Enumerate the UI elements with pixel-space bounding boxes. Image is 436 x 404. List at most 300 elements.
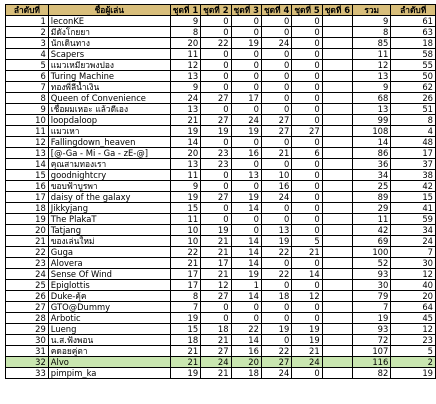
cell-set-2: 0 xyxy=(201,181,231,192)
cell-set-4: 0 xyxy=(261,313,291,324)
cell-set-1: 15 xyxy=(170,324,200,335)
table-row xyxy=(6,302,436,313)
table-row xyxy=(6,27,436,38)
cell-set-4: 22 xyxy=(261,346,291,357)
cell-total: 93 xyxy=(353,269,391,280)
cell-set-6 xyxy=(322,313,352,324)
cell-set-6 xyxy=(322,302,352,313)
cell-set-3: 0 xyxy=(231,313,261,324)
cell-set-4: 19 xyxy=(261,324,291,335)
cell-number: 12 xyxy=(6,137,49,148)
cell-set-6 xyxy=(322,126,352,137)
cell-set-6 xyxy=(322,269,352,280)
cell-player-name: Fallingdown_heaven xyxy=(48,137,170,148)
cell-total: 116 xyxy=(353,357,391,368)
cell-placement: 5 xyxy=(391,346,436,357)
cell-set-5: 0 xyxy=(292,115,322,126)
cell-placement: 45 xyxy=(391,313,436,324)
cell-set-5: 19 xyxy=(292,324,322,335)
cell-placement: 20 xyxy=(391,291,436,302)
cell-player-name: leconKE xyxy=(48,16,170,27)
cell-placement: 48 xyxy=(391,137,436,148)
cell-player-name: Sense Of Wind xyxy=(48,269,170,280)
cell-set-5: 0 xyxy=(292,49,322,60)
cell-set-5: 0 xyxy=(292,368,322,379)
cell-set-1: 8 xyxy=(170,291,200,302)
cell-set-3: 17 xyxy=(231,93,261,104)
cell-player-name: Arbotic xyxy=(48,313,170,324)
table-row xyxy=(6,368,436,379)
cell-number: 30 xyxy=(6,335,49,346)
cell-total: 11 xyxy=(353,49,391,60)
cell-set-1: 12 xyxy=(170,60,200,71)
cell-total: 25 xyxy=(353,181,391,192)
cell-player-name: Alvo xyxy=(48,357,170,368)
cell-set-5: 0 xyxy=(292,203,322,214)
cell-set-2: 0 xyxy=(201,16,231,27)
cell-set-4: 0 xyxy=(261,49,291,60)
cell-set-2: 18 xyxy=(201,324,231,335)
cell-set-2: 0 xyxy=(201,302,231,313)
table-row xyxy=(6,170,436,181)
cell-set-1: 22 xyxy=(170,247,200,258)
cell-set-3: 0 xyxy=(231,60,261,71)
cell-set-6 xyxy=(322,38,352,49)
cell-placement: 15 xyxy=(391,192,436,203)
table-row xyxy=(6,225,436,236)
cell-player-name: loopdaloop xyxy=(48,115,170,126)
cell-set-1: 20 xyxy=(170,148,200,159)
cell-set-5: 0 xyxy=(292,38,322,49)
cell-set-6 xyxy=(322,346,352,357)
cell-set-1: 21 xyxy=(170,258,200,269)
cell-number: 4 xyxy=(6,49,49,60)
cell-set-4: 24 xyxy=(261,38,291,49)
cell-set-2: 21 xyxy=(201,247,231,258)
cell-set-6 xyxy=(322,192,352,203)
cell-number: 22 xyxy=(6,247,49,258)
cell-set-5: 0 xyxy=(292,280,322,291)
cell-set-6 xyxy=(322,214,352,225)
cell-set-6 xyxy=(322,236,352,247)
cell-set-4: 10 xyxy=(261,170,291,181)
cell-set-2: 24 xyxy=(201,357,231,368)
cell-player-name: Lueng xyxy=(48,324,170,335)
cell-set-4: 27 xyxy=(261,357,291,368)
cell-set-3: 22 xyxy=(231,324,261,335)
cell-placement: 41 xyxy=(391,203,436,214)
cell-set-2: 27 xyxy=(201,192,231,203)
cell-set-6 xyxy=(322,170,352,181)
cell-set-2: 27 xyxy=(201,93,231,104)
cell-number: 28 xyxy=(6,313,49,324)
cell-player-name: คดอยคู่ตา xyxy=(48,346,170,357)
cell-set-5: 0 xyxy=(292,60,322,71)
cell-set-3: 0 xyxy=(231,181,261,192)
cell-placement: 7 xyxy=(391,247,436,258)
header-player-name: ชื่อผู้เล่น xyxy=(48,5,170,16)
cell-set-1: 19 xyxy=(170,368,200,379)
cell-set-5: 14 xyxy=(292,269,322,280)
cell-number: 18 xyxy=(6,203,49,214)
cell-player-name: Tatjang xyxy=(48,225,170,236)
table-row xyxy=(6,16,436,27)
cell-set-2: 27 xyxy=(201,291,231,302)
cell-set-1: 17 xyxy=(170,269,200,280)
header-rank: ลำดับที่ xyxy=(6,5,49,16)
cell-player-name: pimpim_ka xyxy=(48,368,170,379)
cell-total: 11 xyxy=(353,214,391,225)
cell-set-1: 8 xyxy=(170,27,200,38)
cell-set-3: 19 xyxy=(231,126,261,137)
cell-set-3: 0 xyxy=(231,225,261,236)
cell-set-2: 0 xyxy=(201,313,231,324)
cell-set-3: 0 xyxy=(231,214,261,225)
cell-set-2: 17 xyxy=(201,258,231,269)
header-set-2: ชุดที่ 2 xyxy=(201,5,231,16)
cell-player-name: เชื่อผมเหอะ แล้วดีเอง xyxy=(48,104,170,115)
cell-total: 72 xyxy=(353,335,391,346)
cell-set-1: 7 xyxy=(170,302,200,313)
cell-player-name: แมวเหมียวพงปอง xyxy=(48,60,170,71)
cell-set-6 xyxy=(322,181,352,192)
cell-set-2: 12 xyxy=(201,280,231,291)
cell-number: 31 xyxy=(6,346,49,357)
cell-set-3: 14 xyxy=(231,335,261,346)
cell-total: 9 xyxy=(353,82,391,93)
cell-set-6 xyxy=(322,247,352,258)
cell-placement: 24 xyxy=(391,236,436,247)
cell-set-4: 21 xyxy=(261,148,291,159)
table-row xyxy=(6,38,436,49)
cell-total: 7 xyxy=(353,302,391,313)
cell-set-5: 5 xyxy=(292,236,322,247)
cell-set-4: 0 xyxy=(261,60,291,71)
table-row xyxy=(6,82,436,93)
cell-placement: 2 xyxy=(391,357,436,368)
cell-placement: 12 xyxy=(391,269,436,280)
cell-set-3: 20 xyxy=(231,357,261,368)
cell-set-5: 0 xyxy=(292,82,322,93)
cell-total: 12 xyxy=(353,60,391,71)
cell-set-5: 0 xyxy=(292,71,322,82)
cell-number: 27 xyxy=(6,302,49,313)
table-row xyxy=(6,181,436,192)
cell-number: 17 xyxy=(6,192,49,203)
cell-set-3: 0 xyxy=(231,16,261,27)
cell-placement: 12 xyxy=(391,324,436,335)
cell-set-5: 0 xyxy=(292,27,322,38)
cell-set-6 xyxy=(322,291,352,302)
cell-set-4: 0 xyxy=(261,258,291,269)
cell-set-4: 22 xyxy=(261,269,291,280)
cell-player-name: แมวเหา xyxy=(48,126,170,137)
cell-set-1: 13 xyxy=(170,104,200,115)
table-row xyxy=(6,115,436,126)
cell-player-name: น.ส.ฟังพอน xyxy=(48,335,170,346)
cell-set-5: 0 xyxy=(292,16,322,27)
cell-placement: 55 xyxy=(391,60,436,71)
cell-total: 13 xyxy=(353,104,391,115)
cell-player-name: Turing Machine xyxy=(48,71,170,82)
cell-set-1: 21 xyxy=(170,115,200,126)
cell-set-4: 0 xyxy=(261,214,291,225)
cell-placement: 37 xyxy=(391,159,436,170)
cell-set-4: 19 xyxy=(261,236,291,247)
cell-player-name: ทองพี่ลีน้ำเงิน xyxy=(48,82,170,93)
cell-set-1: 15 xyxy=(170,203,200,214)
cell-placement: 34 xyxy=(391,225,436,236)
cell-set-5: 0 xyxy=(292,159,322,170)
cell-set-6 xyxy=(322,203,352,214)
cell-set-1: 24 xyxy=(170,93,200,104)
cell-set-2: 27 xyxy=(201,346,231,357)
cell-set-3: 14 xyxy=(231,236,261,247)
cell-set-2: 21 xyxy=(201,236,231,247)
cell-number: 3 xyxy=(6,38,49,49)
header-placement: ลำดับที่ xyxy=(391,5,436,16)
cell-total: 14 xyxy=(353,137,391,148)
cell-set-5: 21 xyxy=(292,247,322,258)
cell-set-6 xyxy=(322,82,352,93)
cell-total: 36 xyxy=(353,159,391,170)
cell-set-2: 19 xyxy=(201,126,231,137)
cell-set-5: 19 xyxy=(292,335,322,346)
cell-number: 1 xyxy=(6,16,49,27)
cell-set-6 xyxy=(322,148,352,159)
cell-set-1: 13 xyxy=(170,71,200,82)
cell-set-1: 9 xyxy=(170,16,200,27)
cell-set-4: 0 xyxy=(261,335,291,346)
table-row xyxy=(6,192,436,203)
cell-set-6 xyxy=(322,335,352,346)
cell-set-3: 16 xyxy=(231,346,261,357)
cell-set-1: 11 xyxy=(170,214,200,225)
cell-set-2: 0 xyxy=(201,27,231,38)
table-row xyxy=(6,236,436,247)
cell-set-3: 19 xyxy=(231,269,261,280)
cell-number: 19 xyxy=(6,214,49,225)
cell-set-1: 14 xyxy=(170,137,200,148)
table-row xyxy=(6,313,436,324)
cell-set-4: 0 xyxy=(261,16,291,27)
cell-total: 108 xyxy=(353,126,391,137)
cell-set-2: 21 xyxy=(201,335,231,346)
cell-set-6 xyxy=(322,60,352,71)
cell-set-3: 13 xyxy=(231,170,261,181)
cell-set-1: 21 xyxy=(170,346,200,357)
cell-set-4: 24 xyxy=(261,368,291,379)
header-set-5: ชุดที่ 5 xyxy=(292,5,322,16)
cell-set-3: 0 xyxy=(231,302,261,313)
cell-total: 107 xyxy=(353,346,391,357)
cell-set-1: 21 xyxy=(170,357,200,368)
cell-set-3: 18 xyxy=(231,368,261,379)
cell-set-4: 0 xyxy=(261,93,291,104)
cell-set-1: 10 xyxy=(170,225,200,236)
table-row xyxy=(6,203,436,214)
cell-set-4: 0 xyxy=(261,27,291,38)
table-row xyxy=(6,269,436,280)
cell-set-5: 0 xyxy=(292,181,322,192)
cell-set-4: 0 xyxy=(261,104,291,115)
cell-set-1: 9 xyxy=(170,82,200,93)
table-row xyxy=(6,104,436,115)
cell-set-6 xyxy=(322,49,352,60)
cell-set-2: 0 xyxy=(201,60,231,71)
cell-set-5: 27 xyxy=(292,126,322,137)
cell-set-3: 0 xyxy=(231,27,261,38)
cell-number: 2 xyxy=(6,27,49,38)
table-row xyxy=(6,291,436,302)
cell-set-3: 0 xyxy=(231,49,261,60)
cell-set-3: 0 xyxy=(231,104,261,115)
cell-set-2: 0 xyxy=(201,49,231,60)
cell-number: 23 xyxy=(6,258,49,269)
cell-placement: 17 xyxy=(391,148,436,159)
table-row xyxy=(6,357,436,368)
cell-set-5: 0 xyxy=(292,137,322,148)
header-row xyxy=(6,5,436,16)
cell-number: 24 xyxy=(6,269,49,280)
table-row xyxy=(6,159,436,170)
cell-player-name: The PlakaT xyxy=(48,214,170,225)
cell-set-1: 11 xyxy=(170,49,200,60)
table-row xyxy=(6,214,436,225)
cell-set-5: 0 xyxy=(292,93,322,104)
cell-set-6 xyxy=(322,71,352,82)
cell-set-5: 0 xyxy=(292,104,322,115)
cell-player-name: [@-Ga - Mi - Ga - zE-@] xyxy=(48,148,170,159)
cell-set-6 xyxy=(322,104,352,115)
cell-total: 93 xyxy=(353,324,391,335)
cell-total: 30 xyxy=(353,280,391,291)
cell-total: 79 xyxy=(353,291,391,302)
cell-set-5: 0 xyxy=(292,170,322,181)
cell-set-4: 22 xyxy=(261,247,291,258)
cell-number: 9 xyxy=(6,104,49,115)
cell-set-3: 14 xyxy=(231,203,261,214)
table-row xyxy=(6,148,436,159)
cell-set-6 xyxy=(322,357,352,368)
cell-set-2: 23 xyxy=(201,148,231,159)
cell-set-2: 0 xyxy=(201,203,231,214)
cell-total: 89 xyxy=(353,192,391,203)
cell-total: 19 xyxy=(353,313,391,324)
cell-number: 8 xyxy=(6,93,49,104)
table-row xyxy=(6,71,436,82)
cell-placement: 19 xyxy=(391,368,436,379)
cell-number: 6 xyxy=(6,71,49,82)
table-row xyxy=(6,247,436,258)
cell-set-4: 0 xyxy=(261,159,291,170)
cell-player-name: ขอบฟ้าบูรพา xyxy=(48,181,170,192)
cell-number: 29 xyxy=(6,324,49,335)
table-row xyxy=(6,280,436,291)
cell-set-2: 19 xyxy=(201,225,231,236)
cell-set-3: 1 xyxy=(231,280,261,291)
cell-placement: 58 xyxy=(391,49,436,60)
table-row xyxy=(6,258,436,269)
cell-set-6 xyxy=(322,280,352,291)
header-set-3: ชุดที่ 3 xyxy=(231,5,261,16)
cell-set-4: 27 xyxy=(261,126,291,137)
cell-player-name: Epiglottis xyxy=(48,280,170,291)
cell-set-6 xyxy=(322,159,352,170)
cell-number: 16 xyxy=(6,181,49,192)
cell-set-5: 21 xyxy=(292,346,322,357)
table-row xyxy=(6,49,436,60)
cell-set-1: 20 xyxy=(170,38,200,49)
cell-set-5: 0 xyxy=(292,313,322,324)
cell-set-6 xyxy=(322,225,352,236)
cell-player-name: Duke-คุ้ค xyxy=(48,291,170,302)
cell-player-name: GTO@Dummy xyxy=(48,302,170,313)
cell-player-name: goodnightcry xyxy=(48,170,170,181)
cell-player-name: ของเล่นใหม่ xyxy=(48,236,170,247)
cell-total: 100 xyxy=(353,247,391,258)
cell-set-2: 27 xyxy=(201,115,231,126)
cell-set-3: 0 xyxy=(231,137,261,148)
header-set-4: ชุดที่ 4 xyxy=(261,5,291,16)
cell-number: 7 xyxy=(6,82,49,93)
cell-set-2: 0 xyxy=(201,170,231,181)
cell-placement: 38 xyxy=(391,170,436,181)
cell-player-name: Jikkyjang xyxy=(48,203,170,214)
cell-set-6 xyxy=(322,368,352,379)
cell-set-5: 0 xyxy=(292,192,322,203)
cell-player-name: Queen of Convenience xyxy=(48,93,170,104)
cell-number: 15 xyxy=(6,170,49,181)
cell-set-4: 0 xyxy=(261,137,291,148)
cell-set-6 xyxy=(322,115,352,126)
cell-set-1: 17 xyxy=(170,280,200,291)
cell-set-4: 16 xyxy=(261,181,291,192)
cell-set-3: 14 xyxy=(231,247,261,258)
cell-set-1: 18 xyxy=(170,335,200,346)
cell-number: 33 xyxy=(6,368,49,379)
cell-number: 21 xyxy=(6,236,49,247)
cell-placement: 62 xyxy=(391,82,436,93)
cell-total: 82 xyxy=(353,368,391,379)
cell-number: 20 xyxy=(6,225,49,236)
cell-total: 13 xyxy=(353,71,391,82)
cell-set-6 xyxy=(322,258,352,269)
cell-set-5: 24 xyxy=(292,357,322,368)
cell-set-2: 0 xyxy=(201,214,231,225)
cell-placement: 61 xyxy=(391,16,436,27)
cell-set-3: 0 xyxy=(231,159,261,170)
cell-set-6 xyxy=(322,137,352,148)
table-row xyxy=(6,346,436,357)
cell-set-5: 12 xyxy=(292,291,322,302)
cell-placement: 63 xyxy=(391,27,436,38)
cell-set-2: 21 xyxy=(201,368,231,379)
cell-set-4: 13 xyxy=(261,225,291,236)
header-set-1: ชุดที่ 1 xyxy=(170,5,200,16)
cell-number: 13 xyxy=(6,148,49,159)
cell-total: 85 xyxy=(353,38,391,49)
cell-set-2: 0 xyxy=(201,137,231,148)
cell-set-5: 6 xyxy=(292,148,322,159)
cell-set-4: 0 xyxy=(261,302,291,313)
cell-set-1: 10 xyxy=(170,236,200,247)
cell-set-2: 23 xyxy=(201,159,231,170)
cell-placement: 51 xyxy=(391,104,436,115)
cell-set-3: 0 xyxy=(231,71,261,82)
cell-set-4: 24 xyxy=(261,192,291,203)
cell-set-5: 0 xyxy=(292,214,322,225)
